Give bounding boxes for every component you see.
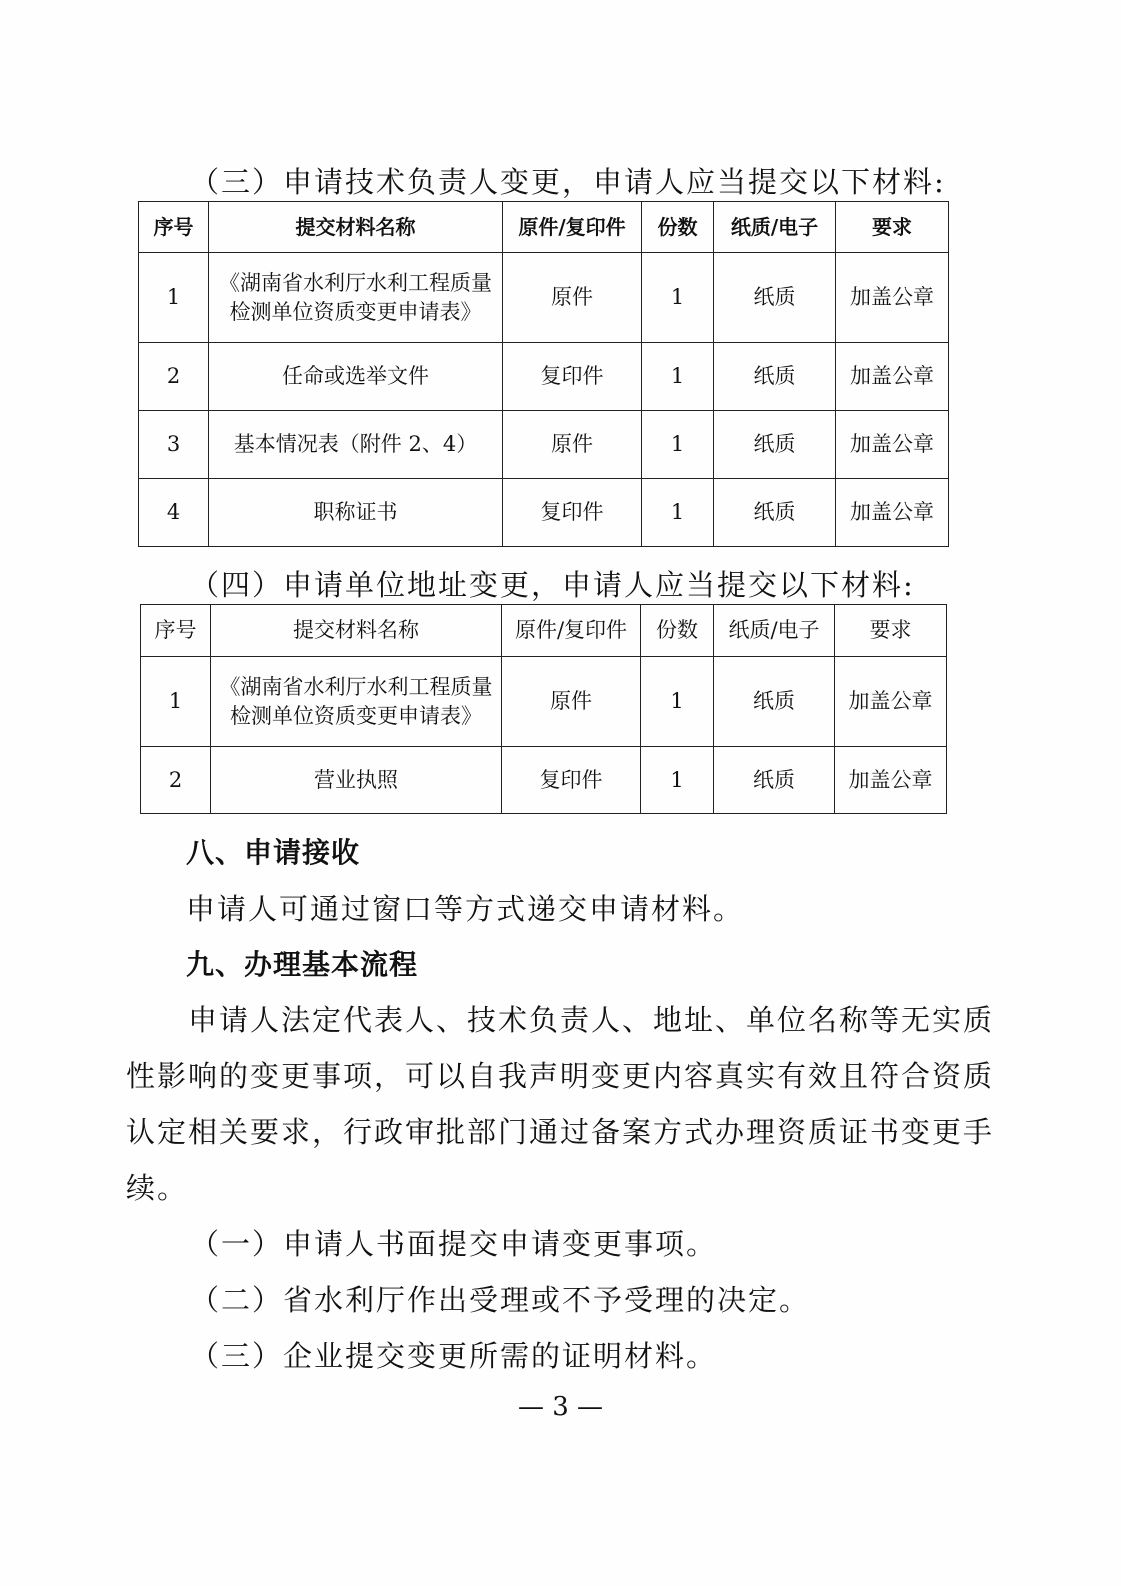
page-number: — 3 — [517,1392,604,1422]
table-row [141,747,947,814]
cell-medium: 纸质 [714,747,835,814]
table-header-row [141,605,947,657]
header-requirement: 要求 [836,202,949,253]
cell-medium: 纸质 [714,479,836,547]
header-medium: 纸质/电子 [714,202,836,253]
cell-no: 2 [139,343,209,411]
header-copy: 原件/复印件 [503,202,642,253]
cell-requirement: 加盖公章 [836,253,949,343]
cell-name: 任命或选举文件 [209,343,503,411]
section3-heading: （三）申请技术负责人变更，申请人应当提交以下材料: [190,165,946,199]
cell-name: 营业执照 [211,747,502,814]
cell-requirement: 加盖公章 [835,747,947,814]
header-name: 提交材料名称 [211,605,502,657]
cell-copy: 复印件 [503,479,642,547]
table-row [139,411,949,479]
cell-no: 2 [141,747,211,814]
table-row [139,343,949,411]
step-item: （三）企业提交变更所需的证明材料。 [190,1339,718,1373]
cell-no: 1 [141,657,211,747]
section-8-heading: 八、申请接收 [186,836,361,869]
table-row [139,253,949,343]
header-count: 份数 [641,605,714,657]
cell-name: 职称证书 [209,479,503,547]
cell-no: 3 [139,411,209,479]
cell-requirement: 加盖公章 [835,657,947,747]
cell-no: 1 [139,253,209,343]
cell-requirement: 加盖公章 [836,343,949,411]
cell-count: 1 [642,411,714,479]
cell-count: 1 [641,657,714,747]
cell-name: 基本情况表（附件 2、4） [209,411,503,479]
cell-no: 4 [139,479,209,547]
address-change-table [140,604,947,814]
technical-lead-change-table [138,201,949,547]
cell-count: 1 [642,343,714,411]
step-item: （一）申请人书面提交申请变更事项。 [190,1227,718,1261]
cell-copy: 原件 [502,657,641,747]
header-no: 序号 [139,202,209,253]
section-8-paragraph: 申请人可通过窗口等方式递交申请材料。 [186,892,745,926]
header-name: 提交材料名称 [209,202,503,253]
section-9-heading: 九、办理基本流程 [186,948,419,981]
table-header-row [139,202,949,253]
header-no: 序号 [141,605,211,657]
header-count: 份数 [642,202,714,253]
cell-count: 1 [641,747,714,814]
cell-copy: 原件 [503,253,642,343]
cell-medium: 纸质 [714,253,836,343]
header-medium: 纸质/电子 [714,605,835,657]
cell-name: 《湖南省水利厅水利工程质量检测单位资质变更申请表》 [209,253,503,343]
cell-copy: 复印件 [503,343,642,411]
paragraph-line: 性影响的变更事项，可以自我声明变更内容真实有效且符合资质 [126,1059,995,1093]
section-9-paragraph [126,992,995,1216]
cell-medium: 纸质 [714,657,835,747]
cell-copy: 复印件 [502,747,641,814]
cell-requirement: 加盖公章 [836,411,949,479]
cell-count: 1 [642,253,714,343]
table-row [139,479,949,547]
header-copy: 原件/复印件 [502,605,641,657]
header-requirement: 要求 [835,605,947,657]
paragraph-line: 续。 [126,1171,189,1205]
paragraph-line: 申请人法定代表人、技术负责人、地址、单位名称等无实质 [188,1003,995,1037]
cell-name: 《湖南省水利厅水利工程质量检测单位资质变更申请表》 [211,657,502,747]
cell-medium: 纸质 [714,411,836,479]
cell-copy: 原件 [503,411,642,479]
cell-count: 1 [642,479,714,547]
table-row [141,657,947,747]
cell-medium: 纸质 [714,343,836,411]
cell-requirement: 加盖公章 [836,479,949,547]
paragraph-line: 认定相关要求，行政审批部门通过备案方式办理资质证书变更手 [126,1115,995,1149]
section4-heading: （四）申请单位地址变更，申请人应当提交以下材料: [190,568,915,602]
step-item: （二）省水利厅作出受理或不予受理的决定。 [190,1283,811,1317]
